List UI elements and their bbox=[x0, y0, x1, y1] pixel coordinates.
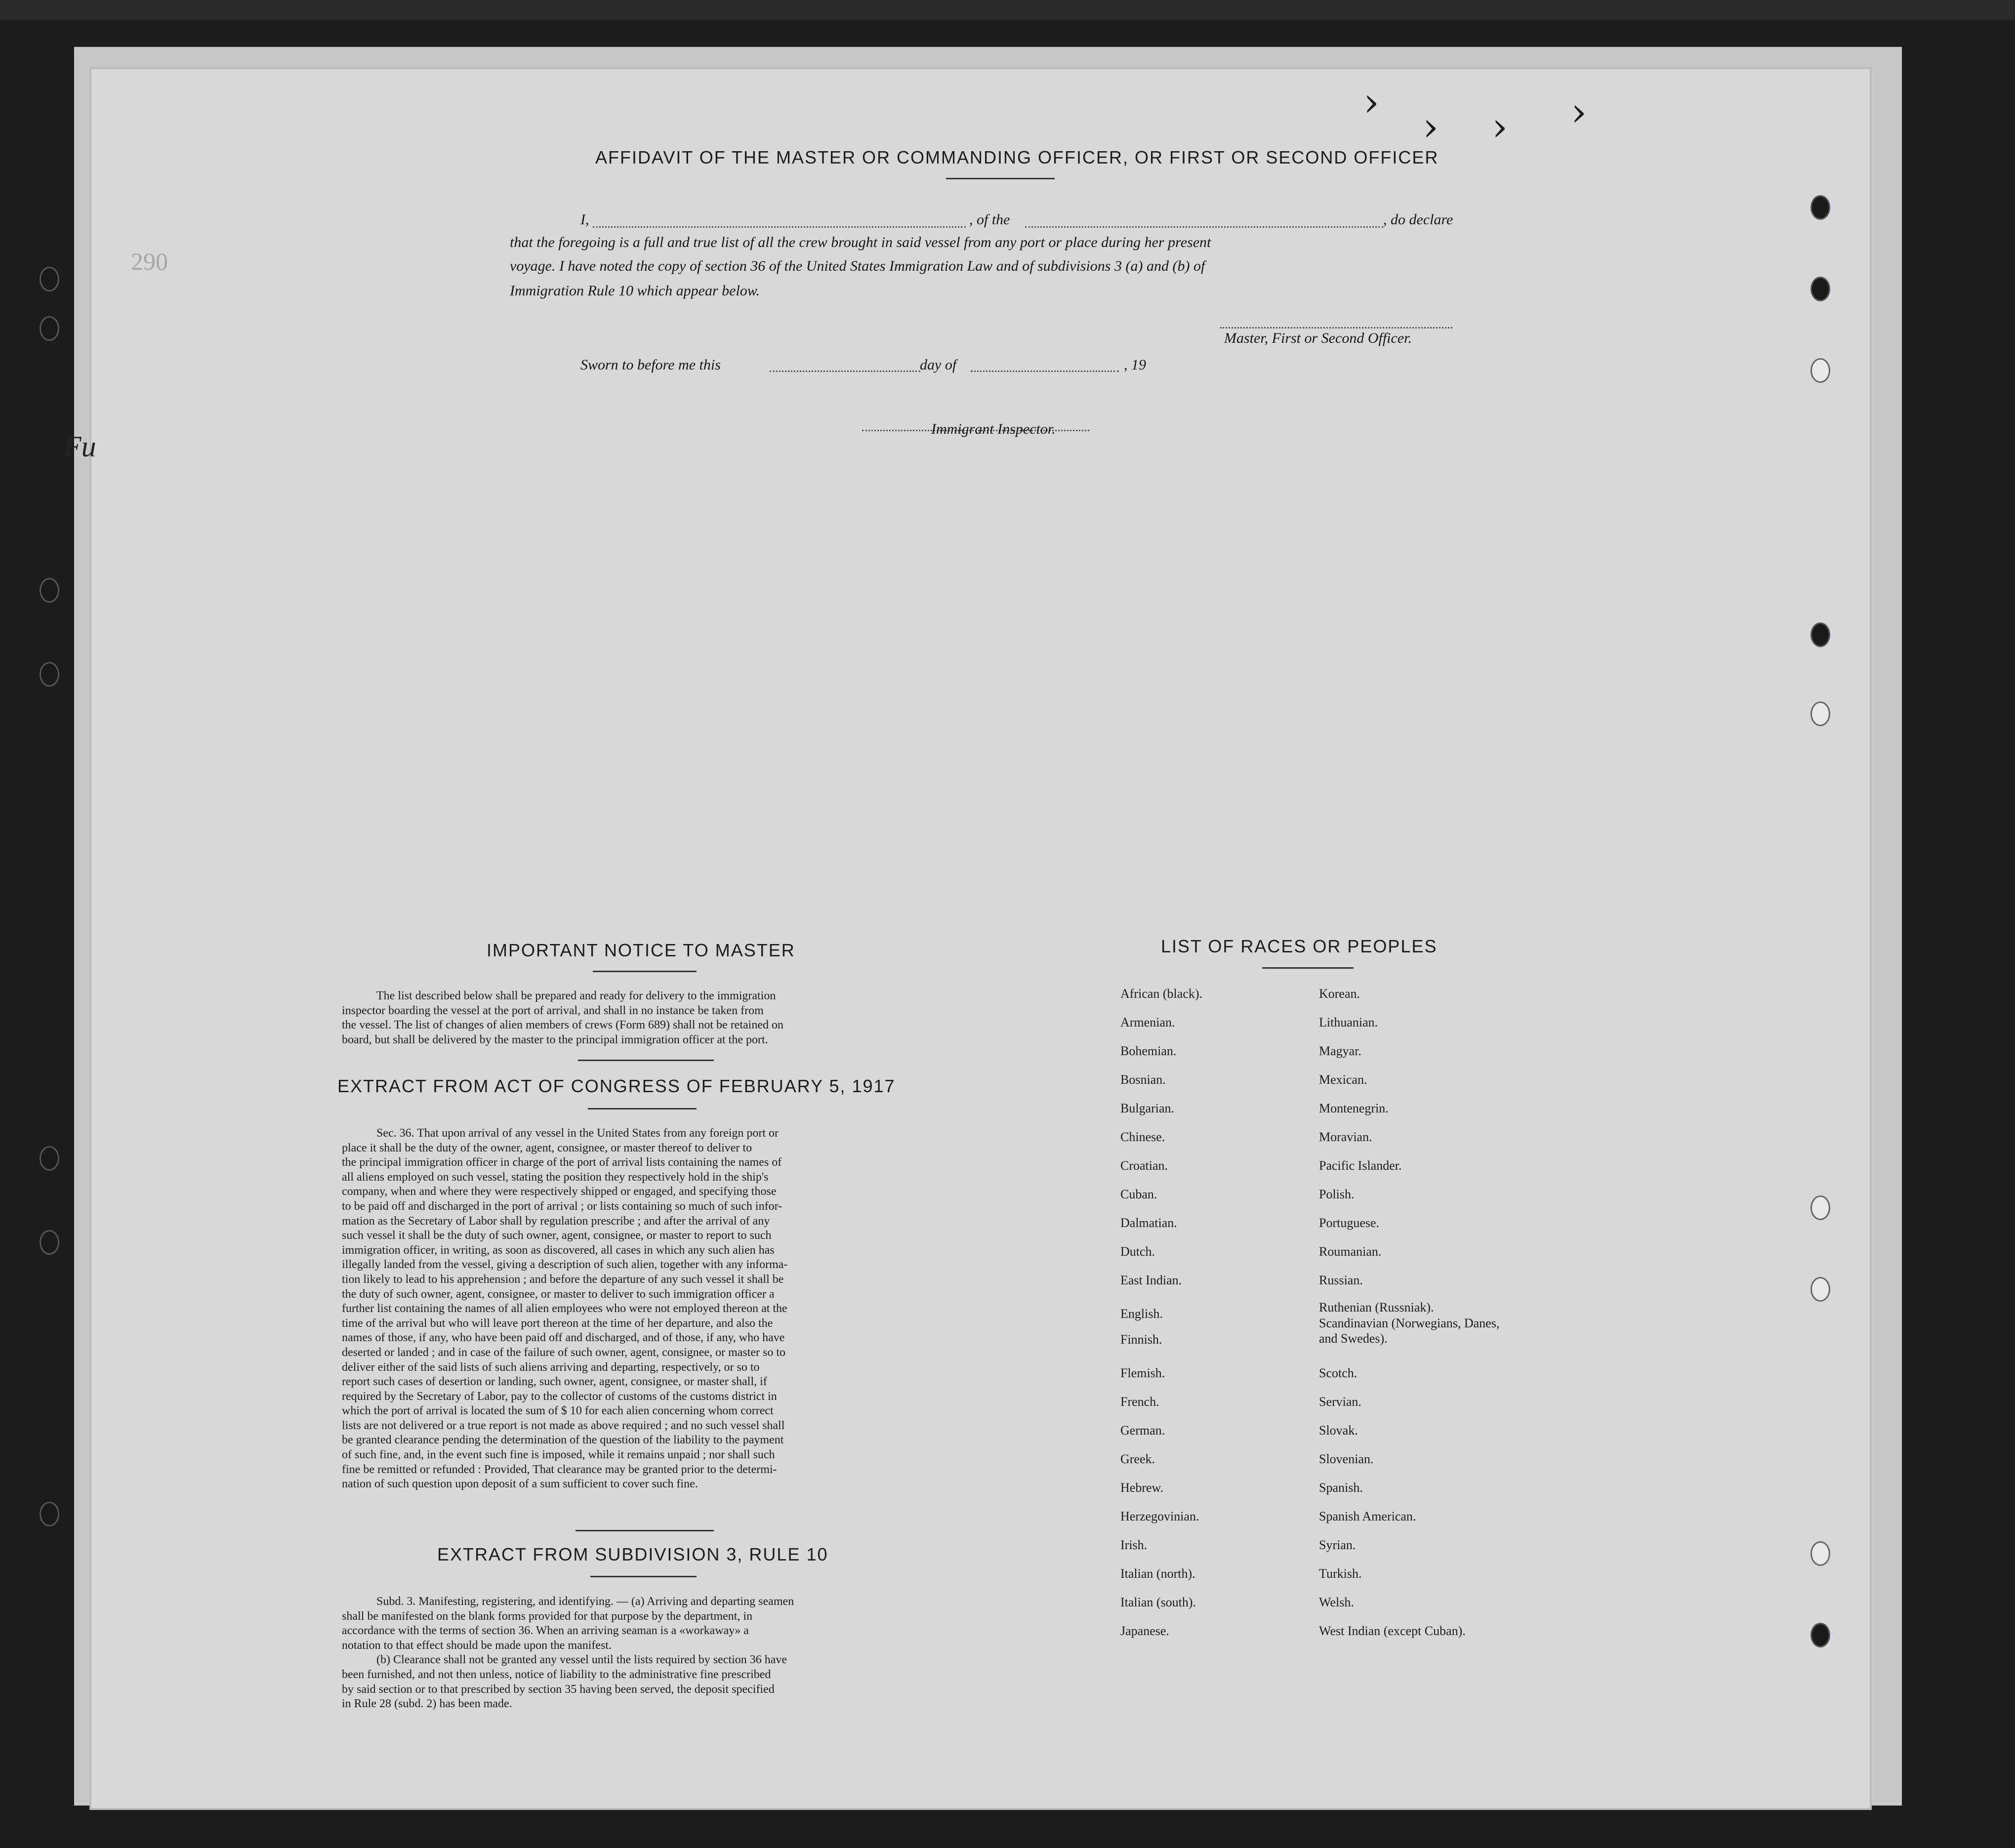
binder-hole bbox=[40, 578, 59, 603]
race-item: Dutch. bbox=[1120, 1244, 1155, 1259]
race-item: Moravian. bbox=[1319, 1130, 1372, 1144]
binder-hole bbox=[40, 316, 59, 341]
binder-hole bbox=[1810, 1195, 1830, 1220]
notice-underline bbox=[593, 971, 697, 972]
race-item: Korean. bbox=[1319, 986, 1360, 1001]
scan-frame-top bbox=[0, 0, 2015, 20]
faint-page-number: 290 bbox=[131, 247, 168, 275]
race-item: Roumanian. bbox=[1319, 1244, 1382, 1259]
binder-hole bbox=[1810, 195, 1830, 220]
sworn-month-blank[interactable] bbox=[971, 370, 1119, 372]
rule-underline bbox=[590, 1576, 697, 1577]
race-item: Slovak. bbox=[1319, 1423, 1358, 1437]
race-item: Montenegrin. bbox=[1319, 1101, 1389, 1115]
affidavit-i-label: I, bbox=[580, 211, 589, 228]
race-item: English. bbox=[1120, 1307, 1163, 1321]
act-underline bbox=[588, 1108, 697, 1109]
day-of-label: day of bbox=[920, 357, 957, 373]
race-item: Croatian. bbox=[1120, 1158, 1168, 1173]
race-item: Servian. bbox=[1319, 1395, 1361, 1409]
race-item: Herzegovinian. bbox=[1120, 1509, 1199, 1523]
vessel-blank[interactable] bbox=[1025, 226, 1383, 228]
race-item: Slovenian. bbox=[1319, 1452, 1374, 1466]
inspector-signature-label: Immigrant Inspector. bbox=[931, 421, 1056, 437]
binder-hole bbox=[40, 662, 59, 687]
race-item: Hebrew. bbox=[1120, 1480, 1164, 1495]
check-mark: › bbox=[1363, 79, 1379, 125]
race-item: Irish. bbox=[1120, 1538, 1148, 1552]
act-extract-title: EXTRACT FROM ACT OF CONGRESS OF FEBRUARY 5, 1917 bbox=[337, 1076, 896, 1096]
races-underline bbox=[1262, 967, 1354, 969]
notice-text: The list described below shall be prepared and ready for delivery to the immigration inspector boarding the vessel at the port of arrival, and shall in no instance be taken from the vessel. The list of changes of alien members of crews (Form 689) shall not be retained on board, but shall be delivered by the master to the principal immigration officer at the port. bbox=[342, 989, 783, 1046]
race-item: Dalmatian. bbox=[1120, 1216, 1177, 1230]
race-item: French. bbox=[1120, 1395, 1159, 1409]
master-signature-line[interactable] bbox=[1220, 327, 1452, 329]
race-item: Welsh. bbox=[1319, 1595, 1354, 1609]
binder-hole bbox=[40, 1230, 59, 1255]
race-item: Lithuanian. bbox=[1319, 1015, 1378, 1029]
race-item: Finnish. bbox=[1120, 1332, 1162, 1347]
race-item: Greek. bbox=[1120, 1452, 1155, 1466]
race-item: Spanish American. bbox=[1319, 1509, 1416, 1523]
affidavit-body-line: that the foregoing is a full and true list of all the crew brought in said vessel from any port or place during her present bbox=[510, 234, 1211, 250]
race-item: Flemish. bbox=[1120, 1366, 1165, 1380]
race-item: Portuguese. bbox=[1319, 1216, 1380, 1230]
race-item: East Indian. bbox=[1120, 1273, 1182, 1287]
master-signature-label: Master, First or Second Officer. bbox=[1224, 330, 1412, 346]
name-blank[interactable] bbox=[593, 226, 966, 228]
binder-hole bbox=[40, 1502, 59, 1526]
binder-hole bbox=[40, 1146, 59, 1171]
race-item: African (black). bbox=[1120, 986, 1203, 1001]
binder-hole bbox=[1810, 622, 1830, 647]
affidavit-do-declare: , do declare bbox=[1383, 211, 1453, 228]
race-item: Scotch. bbox=[1319, 1366, 1357, 1380]
manifest-page bbox=[91, 69, 1870, 1808]
sworn-label: Sworn to before me this bbox=[580, 357, 721, 373]
margin-handwriting: Fu bbox=[63, 430, 96, 463]
notice-title: IMPORTANT NOTICE TO MASTER bbox=[487, 940, 795, 960]
race-item: Bosnian. bbox=[1120, 1072, 1166, 1087]
race-item: Cuban. bbox=[1120, 1187, 1157, 1201]
race-item: Bulgarian. bbox=[1120, 1101, 1175, 1115]
race-item: Pacific Islander. bbox=[1319, 1158, 1402, 1173]
race-item: Syrian. bbox=[1319, 1538, 1356, 1552]
affidavit-body-line: Immigration Rule 10 which appear below. bbox=[510, 283, 760, 299]
year-label: , 19 bbox=[1124, 357, 1146, 373]
binder-hole bbox=[1810, 277, 1830, 301]
binder-hole bbox=[40, 267, 59, 291]
race-item: Turkish. bbox=[1319, 1566, 1362, 1581]
race-item: Japanese. bbox=[1120, 1624, 1169, 1638]
race-item: West Indian (except Cuban). bbox=[1319, 1624, 1466, 1638]
sworn-day-blank[interactable] bbox=[770, 370, 920, 372]
race-item: Polish. bbox=[1319, 1187, 1355, 1201]
title-underline bbox=[946, 178, 1055, 179]
race-item: Mexican. bbox=[1319, 1072, 1367, 1087]
race-item: Scandinavian (Norwegians, Danes, and Swedes). bbox=[1319, 1316, 1500, 1346]
rule-extract-text: Subd. 3. Manifesting, registering, and identifying. — (a) Arriving and departing seamen shall be manifested on the blank forms provided for that purpose by the department, in accordance with the terms of section 36. When an arriving seaman is a «workaway» a notation to that effect should be made upon the manifest. (b) Clearance shall not be granted any vessel until the lists required by section 36 have been furnished, and not then unless, notice of liability to the administrative fine prescribed by said section or to that prescribed by section 35 having been served, the deposit specified in Rule 28 (subd. 2) has been made. bbox=[342, 1595, 794, 1711]
race-item: Chinese. bbox=[1120, 1130, 1165, 1144]
affidavit-body-line: voyage. I have noted the copy of section 36 of the United States Immigration Law and of subdivisions 3 (a) and (b) of bbox=[510, 258, 1205, 274]
race-item: Armenian. bbox=[1120, 1015, 1175, 1029]
check-mark: › bbox=[1423, 104, 1439, 150]
binder-hole bbox=[1810, 1623, 1830, 1647]
section-divider bbox=[578, 1060, 714, 1061]
affidavit-of-the: , of the bbox=[969, 211, 1010, 228]
race-item: Magyar. bbox=[1319, 1044, 1361, 1058]
affidavit-title: AFFIDAVIT OF THE MASTER OR COMMANDING OFFICER, OR FIRST OR SECOND OFFICER bbox=[595, 147, 1439, 167]
check-mark: › bbox=[1492, 104, 1508, 150]
race-item: Spanish. bbox=[1319, 1480, 1363, 1495]
race-item: Italian (south). bbox=[1120, 1595, 1196, 1609]
act-extract-text: Sec. 36. That upon arrival of any vessel in the United States from any foreign port or place it shall be the duty of the owner, agent, consignee, or master thereof to deliver to the principal immigration officer in charge of the port of arrival lists containing the names of all aliens employed on such vessel, stating the position they respectively hold in the ship's company, when and where they were respectively shipped or engaged, and specifying those to be paid off and discharged in the port of arrival ; or lists containing so much of such infor- mation as the Secretary of Labor shall by regulation prescribe ; and after the arrival of any such vessel it shall be the duty of such owner, agent, consignee, or master to report to such immigration officer, in writing, as soon as discovered, all cases in which any such alien has illegally landed from the vessel, giving a description of such alien, together with any informa- tion likely to lead to his apprehension ; and before the departure of any such vessel it shall be the duty of such owner, agent, consignee, or master to deliver to such immigration officer a further list containing the names of all alien employees who were not employed thereon at the time of the arrival but who will leave port thereon at the time of her departure, and also the names of those, if any, who have been paid off and discharged, and of those, if any, who have deserted or landed ; and in case of the failure of such owner, agent, consignee, or master so to deliver either of the said lists of such aliens arriving and departing, respectively, or so to report such cases of desertion or landing, such owner, agent, consignee, or master shall, if required by the Secretary of Labor, pay to the collector of customs of the customs district in which the port of arrival is located the sum of $ 10 for each alien concerning whom correct lists are not delivered or a true report is not made as above required ; and no such vessel shall be granted clearance pending the determination of the question of the liability to the payment of such fine, and, in the event such fine is imposed, while it remains unpaid ; nor shall such fine be remitted or refunded : Provided, That clearance may be granted prior to the determi- nation of such question upon deposit of a sum sufficient to cover such fine. bbox=[342, 1127, 788, 1491]
race-item: Italian (north). bbox=[1120, 1566, 1195, 1581]
binder-hole bbox=[1810, 358, 1830, 383]
race-item: German. bbox=[1120, 1423, 1165, 1437]
binder-hole bbox=[1810, 1277, 1830, 1302]
races-title: LIST OF RACES OR PEOPLES bbox=[1161, 936, 1438, 956]
race-item: Ruthenian (Russniak). bbox=[1319, 1300, 1434, 1314]
binder-hole bbox=[1810, 701, 1830, 726]
rule-extract-title: EXTRACT FROM SUBDIVISION 3, RULE 10 bbox=[437, 1544, 828, 1564]
binder-hole bbox=[1810, 1541, 1830, 1566]
check-mark: › bbox=[1571, 89, 1587, 135]
race-item: Russian. bbox=[1319, 1273, 1363, 1287]
section-divider bbox=[576, 1530, 714, 1531]
race-item: Bohemian. bbox=[1120, 1044, 1177, 1058]
